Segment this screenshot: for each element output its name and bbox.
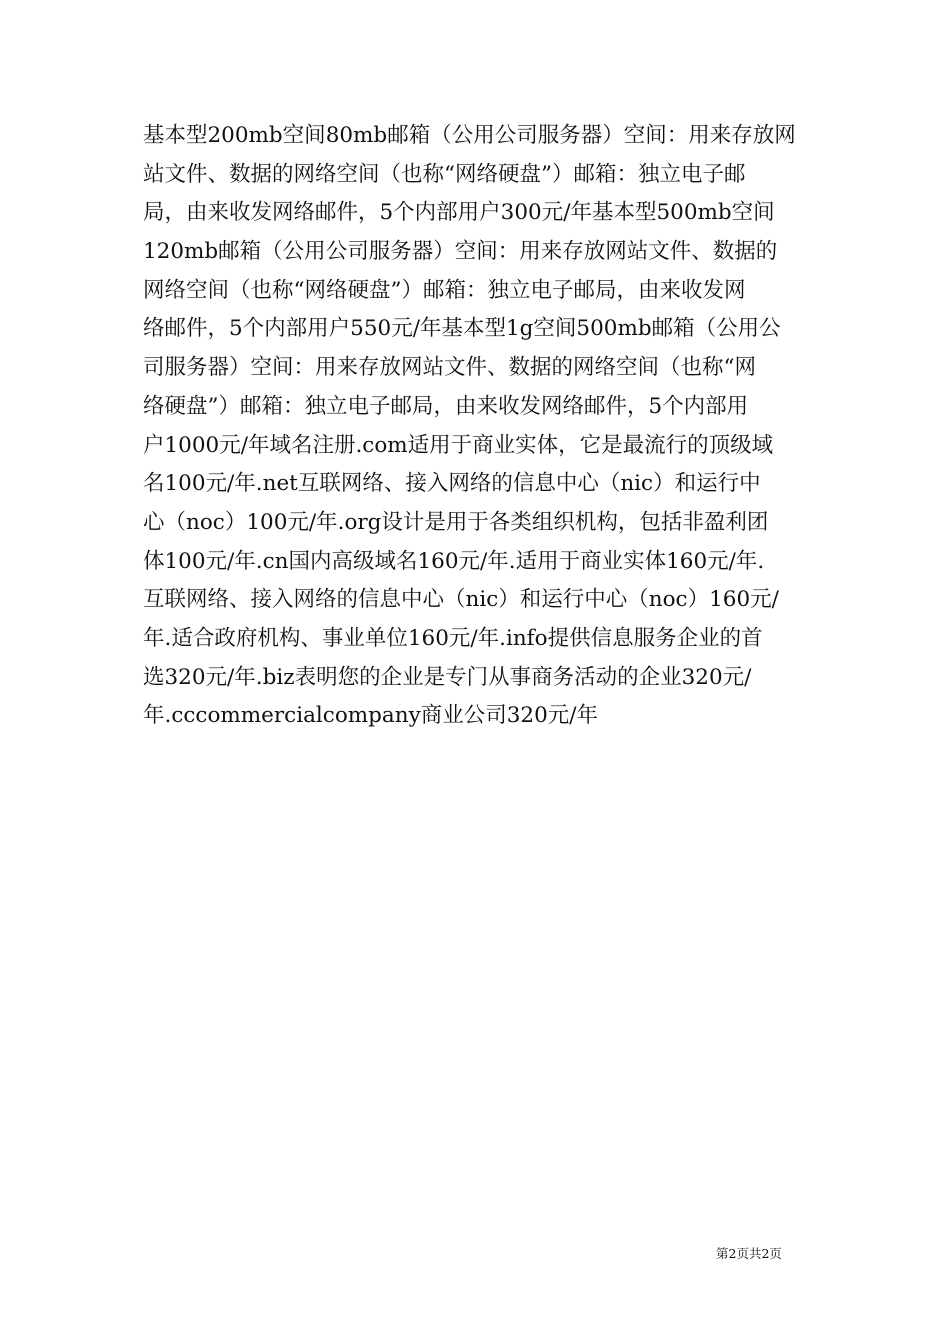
text-line: 心（noc）100元/年.org设计是用于各类组织机构，包括非盈利团 — [143, 509, 769, 535]
text-line: 互联网络、接入网络的信息中心（nic）和运行中心（noc）160元/ — [143, 587, 779, 613]
text-line: 络硬盘”）邮箱：独立电子邮局，由来收发网络邮件，5个内部用 — [143, 393, 749, 419]
text-line: 年.cccommercialcompany商业公司320元/年 — [143, 703, 599, 729]
text-line: 络邮件，5个内部用户550元/年基本型1g空间500mb邮箱（公用公 — [143, 316, 781, 342]
text-line: 基本型200mb空间80mb邮箱（公用公司服务器）空间：用来存放网 — [143, 123, 796, 148]
text-line: 年.适合政府机构、事业单位160元/年.info提供信息服务企业的首 — [143, 625, 763, 651]
text-line: 体100元/年.cn国内高级域名160元/年.适用于商业实体160元/年. — [143, 548, 765, 574]
text-line: 网络空间（也称“网络硬盘”）邮箱：独立电子邮局，由来收发网 — [143, 277, 746, 303]
body-paragraph — [143, 117, 813, 736]
page-number: 第2页共2页 — [716, 1246, 782, 1261]
text-line: 户1000元/年域名注册.com适用于商业实体，它是最流行的顶级域 — [143, 432, 774, 458]
text-line: 选320元/年.biz表明您的企业是专门从事商务活动的企业320元/ — [143, 664, 752, 690]
text-line: 名100元/年.net互联网络、接入网络的信息中心（nic）和运行中 — [143, 471, 761, 497]
text-line: 120mb邮箱（公用公司服务器）空间：用来存放网站文件、数据的 — [143, 239, 778, 265]
text-line: 司服务器）空间：用来存放网站文件、数据的网络空间（也称“网 — [143, 355, 756, 381]
text-line: 站文件、数据的网络空间（也称“网络硬盘”）邮箱：独立电子邮 — [143, 161, 746, 187]
text-line: 局，由来收发网络邮件，5个内部用户300元/年基本型500mb空间 — [143, 200, 775, 226]
